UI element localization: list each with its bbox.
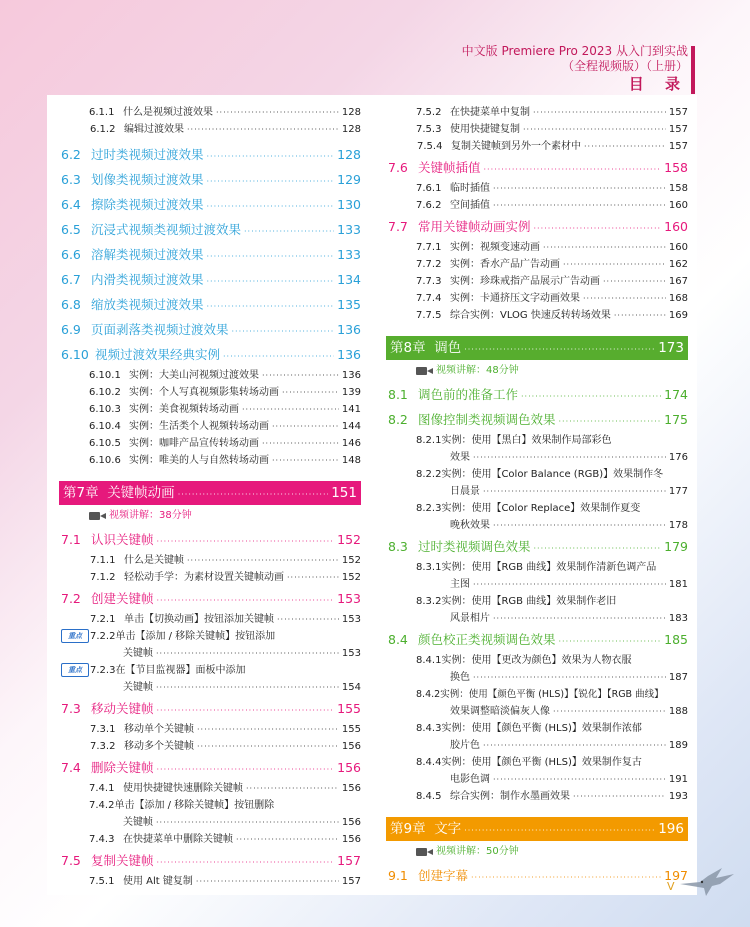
toc-entry[interactable]: 7.5.1 使用 Alt 键复制 ····· 157 — [61, 873, 361, 890]
chapter-9-banner[interactable]: 第9章 文字 ····· 196 — [386, 817, 688, 841]
toc-section[interactable]: 8.3 过时类视频调色效果 ····· 179 — [388, 534, 688, 559]
toc-entry[interactable]: 6.10.2 实例：个人写真视频影集转场动画 ····· 139 — [61, 384, 361, 401]
toc-entry[interactable]: 7.7.3 实例：珍珠戒指产品展示广告动画 ····· 167 — [388, 273, 688, 290]
toc-section[interactable]: 8.1 调色前的准备工作 ····· 174 — [388, 382, 688, 407]
toc-entry[interactable]: 6.1.1 什么是视频过渡效果 ····· 128 — [61, 104, 361, 121]
toc-entry[interactable]: 6.10.4 实例：生活类个人视频转场动画 ····· 144 — [61, 418, 361, 435]
toc-entry[interactable]: 7.1.1 什么是关键帧 ····· 152 — [61, 552, 361, 569]
toc-section[interactable]: 6.8 缩放类视频过渡效果 ····· 135 — [61, 292, 361, 317]
toc-section[interactable]: 6.3 划像类视频过渡效果 ····· 129 — [61, 167, 361, 192]
toc-entry[interactable]: 6.10.6 实例：唯美的人与自然转场动画 ····· 148 — [61, 452, 361, 469]
toc-entry[interactable]: 7.7.5 综合实例：VLOG 快速反转转场效果 ····· 169 — [388, 307, 688, 324]
toc-section[interactable]: 7.2 创建关键帧 ····· 153 — [61, 586, 361, 611]
toc-entry[interactable]: 8.3.1实例：使用【RGB 曲线】效果制作清新色调产品 主图 ····· 181 — [388, 559, 688, 593]
toc-left-column — [61, 104, 361, 890]
chapter-8-banner[interactable]: 第8章 调色 ····· 173 — [386, 336, 688, 360]
toc-entry[interactable]: 7.7.2 实例：香水产品广告动画 ····· 162 — [388, 256, 688, 273]
book-header — [462, 44, 688, 94]
toc-section[interactable]: 7.5 复制关键帧 ····· 157 — [61, 848, 361, 873]
toc-entry[interactable]: 8.4.1实例：使用【更改为颜色】效果为人物衣服 换色 ····· 187 — [388, 652, 688, 686]
toc-section[interactable]: 9.1 创建字幕 ····· 197 — [388, 863, 688, 888]
toc-entry[interactable]: 6.1.2 编辑过渡效果 ····· 128 — [61, 121, 361, 138]
toc-entry[interactable]: 6.10.1 实例：大美山河视频过渡效果 ····· 136 — [61, 367, 361, 384]
toc-section[interactable]: 8.4 颜色校正类视频调色效果 ····· 185 — [388, 627, 688, 652]
video-duration[interactable]: 视频讲解：48分钟 — [388, 360, 688, 382]
toc-right-column — [388, 104, 688, 888]
toc-section[interactable]: 7.3 移动关键帧 ····· 155 — [61, 696, 361, 721]
toc-entry[interactable]: 8.2.3实例：使用【Color Replace】效果制作夏变 晚秋效果 ····· 178 — [388, 500, 688, 534]
page-number: V — [667, 880, 675, 893]
toc-section[interactable]: 7.4 删除关键帧 ····· 156 — [61, 755, 361, 780]
toc-entry[interactable]: 7.5.4 复制关键帧到另外一个素材中 ····· 157 — [388, 138, 688, 155]
toc-section[interactable]: 6.9 页面剥落类视频过渡效果 ····· 136 — [61, 317, 361, 342]
book-title: 中文版 Premiere Pro 2023 从入门到实战 — [461, 44, 688, 58]
toc-entry[interactable]: 7.5.2 在快捷菜单中复制 ····· 157 — [388, 104, 688, 121]
toc-section[interactable]: 7.6 关键帧插值 ····· 158 — [388, 155, 688, 180]
toc-entry[interactable]: 7.4.3 在快捷菜单中删除关键帧 ····· 156 — [61, 831, 361, 848]
toc-entry[interactable]: 重点 7.2.2单击【添加 / 移除关键帧】按钮添加 关键帧 ····· 153 — [61, 628, 361, 662]
video-camera-icon — [89, 510, 107, 521]
toc-entry[interactable]: 7.5.3 使用快捷键复制 ····· 157 — [388, 121, 688, 138]
video-duration[interactable]: 视频讲解：50分钟 — [388, 841, 688, 863]
toc-entry[interactable]: 7.6.1 临时插值 ····· 158 — [388, 180, 688, 197]
toc-entry[interactable]: 8.4.2实例：使用【颜色平衡 (HLS)】【锐化】【RGB 曲线】 效果调整暗淡偏灰人像 ····· 188 — [388, 686, 688, 720]
toc-section[interactable]: 6.10 视频过渡效果经典实例 ····· 136 — [61, 342, 361, 367]
toc-section[interactable]: 6.4 擦除类视频过渡效果 ····· 130 — [61, 192, 361, 217]
key-point-badge: 重点 — [61, 629, 89, 643]
toc-entry[interactable]: 8.4.5 综合实例：制作水墨画效果 ····· 193 — [388, 788, 688, 805]
video-camera-icon — [416, 365, 434, 376]
toc-section[interactable]: 6.6 溶解类视频过渡效果 ····· 133 — [61, 242, 361, 267]
video-camera-icon — [416, 846, 434, 857]
toc-entry[interactable]: 7.3.2 移动多个关键帧 ····· 156 — [61, 738, 361, 755]
toc-entry[interactable]: 重点 7.2.3在【节目监视器】面板中添加 关键帧 ····· 154 — [61, 662, 361, 696]
hummingbird-icon — [678, 862, 738, 902]
video-duration[interactable]: 视频讲解：38分钟 — [61, 505, 361, 527]
toc-entry[interactable]: 8.4.3实例：使用【颜色平衡 (HLS)】效果制作浓郁 胶片色 ····· 189 — [388, 720, 688, 754]
toc-entry[interactable]: 7.1.2 轻松动手学：为素材设置关键帧动画 ····· 152 — [61, 569, 361, 586]
toc-entry[interactable]: 7.4.1 使用快捷键快速删除关键帧 ····· 156 — [61, 780, 361, 797]
toc-entry[interactable]: 7.3.1 移动单个关键帧 ····· 155 — [61, 721, 361, 738]
chapter-7-banner[interactable]: 第7章 关键帧动画 ····· 151 — [59, 481, 361, 505]
header-accent-bar — [691, 46, 695, 94]
toc-entry[interactable]: 7.6.2 空间插值 ····· 160 — [388, 197, 688, 214]
key-point-badge: 重点 — [61, 663, 89, 677]
toc-entry[interactable]: 7.4.2单击【添加 / 移除关键帧】按钮删除 关键帧 ····· 156 — [61, 797, 361, 831]
toc-entry[interactable]: 8.2.2实例：使用【Color Balance (RGB)】效果制作冬 日晨景 ····· 177 — [388, 466, 688, 500]
toc-section[interactable]: 6.7 内滑类视频过渡效果 ····· 134 — [61, 267, 361, 292]
toc-section[interactable]: 7.7 常用关键帧动画实例 ····· 160 — [388, 214, 688, 239]
toc-entry[interactable]: 8.3.2实例：使用【RGB 曲线】效果制作老旧 风景相片 ····· 183 — [388, 593, 688, 627]
toc-entry[interactable]: 6.10.5 实例：咖啡产品宣传转场动画 ····· 146 — [61, 435, 361, 452]
toc-entry[interactable]: 7.7.1 实例：视频变速动画 ····· 160 — [388, 239, 688, 256]
toc-entry[interactable]: 8.2.1实例：使用【黑白】效果制作局部彩色 效果 ····· 176 — [388, 432, 688, 466]
toc-section[interactable]: 6.5 沉浸式视频类视频过渡效果 ····· 133 — [61, 217, 361, 242]
book-subtitle: （全程视频版）（上册） — [561, 59, 688, 73]
toc-section[interactable]: 7.1 认识关键帧 ····· 152 — [61, 527, 361, 552]
toc-entry[interactable]: 8.4.4实例：使用【颜色平衡 (HLS)】效果制作复古 电影色调 ····· 191 — [388, 754, 688, 788]
toc-section[interactable]: 8.2 图像控制类视频调色效果 ····· 175 — [388, 407, 688, 432]
toc-entry[interactable]: 7.2.1 单击【切换动画】按钮添加关键帧 ····· 153 — [61, 611, 361, 628]
toc-entry[interactable]: 6.10.3 实例：美食视频转场动画 ····· 141 — [61, 401, 361, 418]
toc-section[interactable]: 6.2 过时类视频过渡效果 ····· 128 — [61, 142, 361, 167]
toc-entry[interactable]: 7.7.4 实例：卡通挤压文字动画效果 ····· 168 — [388, 290, 688, 307]
toc-heading: 目 录 — [628, 75, 688, 93]
